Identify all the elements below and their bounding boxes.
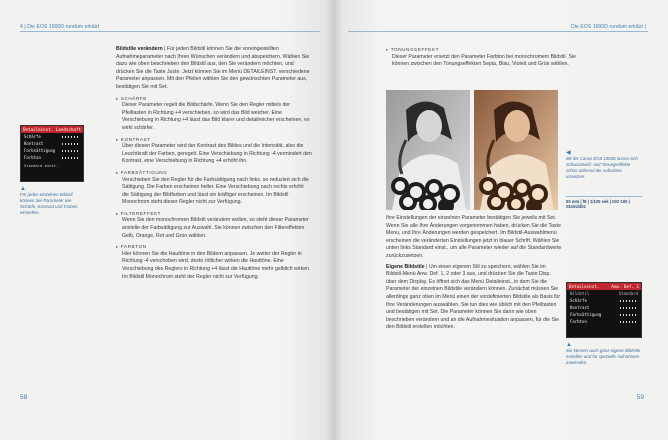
lcd-row xyxy=(21,154,83,161)
figure-caption-left xyxy=(20,186,82,216)
lcd-row xyxy=(567,297,641,304)
figure-caption-right xyxy=(566,342,642,366)
lcd-row-label: Kontrast xyxy=(570,305,590,310)
bw-photo-graphic xyxy=(386,90,470,210)
page-number-left: 58 xyxy=(20,394,28,401)
section-heading: ▸ FARBSÄTTIGUNG xyxy=(116,169,312,177)
camera-menu-screenshot-right xyxy=(566,282,642,338)
caption-text: Für jeden einzelnen Bildstil können Sie Parameter wie Schärfe, Kontrast und Farben einstellen. xyxy=(20,192,78,215)
lcd-row xyxy=(21,147,83,154)
lcd-row xyxy=(21,140,83,147)
lcd-subrow xyxy=(567,290,641,297)
photo-exif: 50 mm | f8 | 1/125 sek | ISO 100 | Stativblitz xyxy=(566,199,630,209)
section-text: Hier können Sie die Hauttöne in den Bildern anpassen. Je weiter der Regler in Richtung -4 verschoben wird, desto rötlicher wirken die Hauttöne. Eine Verschiebung des Reglers in Richtung +4 lässt die Hauttöne mehr gelblich wirken. Im Bildstil Monochrom steht der Regler nicht zur Verfügung. xyxy=(122,250,311,280)
lcd-slider xyxy=(620,307,638,309)
para2-bold: Eigene Bildstile xyxy=(386,263,425,270)
left-body-text xyxy=(116,46,312,284)
lcd-row xyxy=(21,133,83,140)
running-head-left: 4 | Die EOS 1000D rundum erklärt xyxy=(20,24,100,30)
caption-arrow-icon: ▲ xyxy=(566,342,572,348)
lcd-title-left: Detaileinst. xyxy=(569,284,600,289)
lcd-slider xyxy=(62,136,80,138)
running-head-right: Die EOS 1000D rundum erklärt | xyxy=(571,24,646,30)
header-rule-right xyxy=(348,31,648,32)
side-rule xyxy=(566,196,642,197)
section-text: Wenn Sie den monochromen Bildstil verändern wollen, so steht dieser Parameter anstelle der Farbsättigung zur Auswahl. Sie können zwischen den Filtereffekten Gelb, Orange, Rot und Grün wählen. xyxy=(122,217,309,239)
right-body-text xyxy=(386,215,562,335)
lcd-row-label: Farbsättigung xyxy=(24,148,56,153)
para2-text: | Um einen eigenen Stil zu speichern, wählen Sie im Bildstil-Menü Anw. Def. 1, 2 oder 3 aus, und drücken Sie die Taste Disp. über dem Display. Es öffnet sich das Menü Detaileinst., in dem Sie die Parameter der einzelnen Bildstile verändern können. Zunächst müssen Sie allerdings ganz oben im Menü einen der vordefinierten Bildstile als Basis für Ihre Veränderungen auswählen. Sie tun dies wie üblich mit den Pfeiltasten und bestätigen mit Set. Die Parameter können Sie dann wie oben beschrieben verändern und an die Aufnahmesituation anpassen, für die Sie den Bildstil erstellen möchten. xyxy=(386,263,561,331)
right-page xyxy=(334,0,668,440)
section-text: Verschieben Sie den Regler für die Farbsättigung nach links, so reduziert sich die Sättigung. Die Farben erscheinen heller. Eine Verschiebung nach rechts erhöht die Sättigung der Bildfarben und lässt sie kräftiger erscheinen. Im Bildstil Monochrom steht dieser Regler nicht zur Verfügung. xyxy=(122,176,309,206)
lcd-subrow-right: Standard xyxy=(618,291,638,296)
section-heading: ▸ FILTEREFFEKT xyxy=(116,210,312,218)
intro-paragraph xyxy=(116,46,312,92)
section-text: Dieser Parameter regelt die Bildschärfe. Wenn Sie den Regler mittels der Pfeiltasten in Richtung +4 verschieben, so wird das Bild weicher. Eine Verschiebung in Richtung +4 lässt das Bild klarer und detailreicher erscheinen, es wirkt schärfer. xyxy=(122,102,310,131)
lcd-title xyxy=(21,126,83,133)
lcd-slider xyxy=(62,157,80,159)
sepia-photo-graphic xyxy=(474,90,558,210)
intro-text: | Für jeden Bildstil können Sie die voreingestellten Aufnahmeparameter nach Ihren Wünschen verändern und abspeichern. Wählen Sie dazu wie oben beschrieben den Bildstil aus, den Sie verändern möchten, und drücken Sie die Taste Juste. Jetzt können Sie im Menü DETAILEINST. verschiedene Parameter anpassen. Mit den Pfeilen wählen Sie den gewünschten Parameter aus, bestätigen Sie mit Set. xyxy=(116,46,310,90)
caption-arrow-icon: ◀ xyxy=(566,150,571,156)
lcd-row-label: Kontrast xyxy=(24,141,44,146)
section-text: Über diesen Parameter wird der Kontrast des Bildes und die Intensität, also die Leuchtkraft der Farben, geregelt. Eine Verschiebung in Richtung -4 vermindert den Kontrast, eine Verschiebung in Richtung +4 erhöht ihn. xyxy=(122,143,312,165)
section-heading: ▸ FARBTON xyxy=(116,243,312,251)
lcd-footer: Standard einst. xyxy=(24,163,59,168)
lcd-title-right: Anw. Def. 1 xyxy=(611,284,639,289)
header-rule-left xyxy=(20,31,320,32)
section-text: Dieser Parameter ersetzt den Parameter Farbton bei monochromem Bildstil. Sie können zwischen den Tonungseffekten Sepia, Blau, Violett und Grün wählen. xyxy=(392,53,576,68)
section-heading: ▸ KONTRAST xyxy=(116,136,312,144)
lcd-row xyxy=(567,304,641,311)
page-number-right: 59 xyxy=(636,394,644,401)
sepia-bride-photo xyxy=(474,90,558,210)
lcd-row-label: Farbton xyxy=(570,319,587,324)
lcd-row xyxy=(567,318,641,325)
lcd-row-label: Schärfe xyxy=(570,298,587,303)
lcd-slider xyxy=(620,300,638,302)
side-caption-text: Mit der Canon EOS 1000D lassen sich Schwarzweiß- und Tonungseffekte schon während der Aufnahme umsetzen. xyxy=(566,156,638,179)
caption-arrow-icon: ▲ xyxy=(20,186,26,192)
lcd-row-label: Farbsättigung xyxy=(570,312,602,317)
intro-bold: Bildstile verändern xyxy=(116,46,163,52)
section-heading: ▸ TONUNGSEFFEKT xyxy=(386,46,586,54)
bw-bride-photo xyxy=(386,90,470,210)
right-top-text xyxy=(386,44,586,72)
paragraph-1: Ihre Einstellungen der einzelnen Parameter bestätigen Sie jeweils mit Set. Wenn Sie alle Ihre Änderungen vorgenommen haben, drücken Sie die Taste Menu, und Ihre Änderungen werden gespeichert. Im Bildstil-Auswahlmenü erscheinen die veränderten Einstellungen jetzt in blauer Schrift. Wählen Sie unten links Standard einst., um alle Parameter wieder auf die Standardwerte zurückzusetzen. xyxy=(386,215,562,259)
section-heading: ▸ SCHÄRFE xyxy=(116,95,312,103)
lcd-row xyxy=(567,311,641,318)
camera-menu-screenshot-left xyxy=(20,125,84,182)
lcd-slider xyxy=(620,321,638,323)
paragraph-2 xyxy=(386,264,562,332)
lcd-row-label: Farbton xyxy=(24,155,41,160)
lcd-title-right: Landschaft xyxy=(55,127,81,132)
lcd-subrow-left: Bildstil xyxy=(570,291,590,296)
lcd-slider xyxy=(620,314,638,316)
caption-text: Sie können auch ganz eigene Bildstile erstellen und für spezielle Aufnahmen anwenden. xyxy=(566,348,641,365)
lcd-slider xyxy=(62,150,80,152)
lcd-slider xyxy=(62,143,80,145)
photo-side-caption xyxy=(566,150,642,180)
lcd-row-label: Schärfe xyxy=(24,134,41,139)
lcd-title-left: Detaileinst. xyxy=(23,127,54,132)
lcd-title xyxy=(567,283,641,290)
